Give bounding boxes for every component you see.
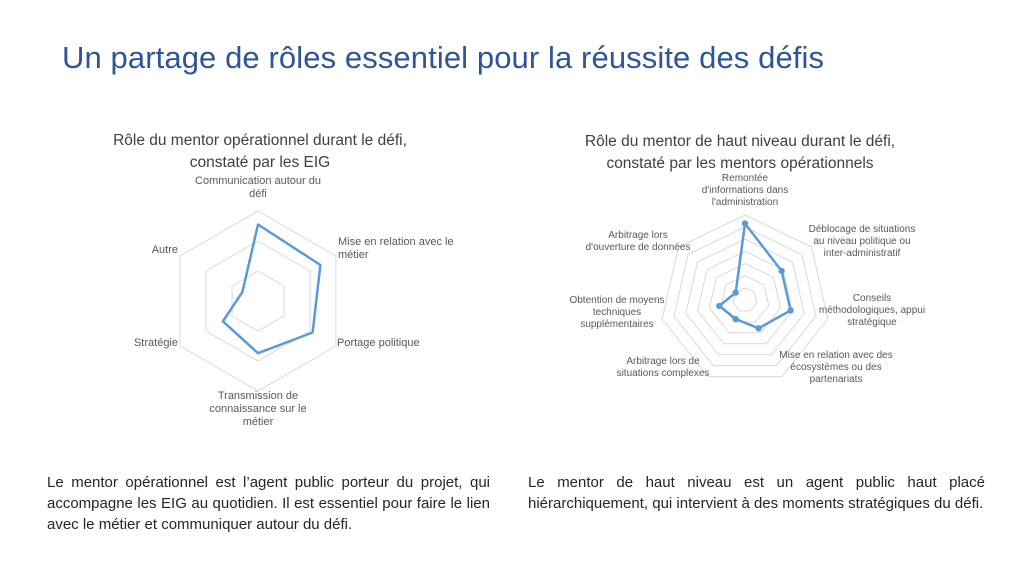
data-point	[787, 307, 793, 313]
axis-label	[819, 293, 925, 328]
data-point	[716, 303, 722, 309]
axis-label-line: stratégique	[847, 317, 897, 328]
axis-label-line: Stratégie	[133, 337, 178, 349]
axis-label-line: Mise en relation avec le	[338, 236, 454, 248]
chart-title-line: Rôle du mentor de haut niveau durant le défi,	[584, 133, 896, 150]
data-point	[733, 289, 739, 295]
axis-label-line: techniques	[592, 307, 642, 318]
axis-label	[617, 356, 710, 379]
axis-label-line: écosystèmes ou des	[790, 362, 882, 373]
axis-label-line: d'informations dans	[701, 185, 789, 196]
axis-label	[809, 224, 916, 259]
axis-label-line: méthodologiques, appui	[818, 305, 926, 316]
page-title: Un partage de rôles essentiel pour la réussite des défis	[62, 40, 825, 75]
axis-label-line: métier	[242, 416, 274, 428]
data-point	[755, 325, 761, 331]
axis-label-line: Déblocage de situations	[808, 224, 916, 235]
axis-label-line: supplémentaires	[580, 319, 654, 330]
axis-label-line: d'ouverture de données	[585, 242, 691, 253]
axis-label-line: inter-administratif	[823, 248, 901, 259]
data-point	[778, 268, 784, 274]
axis-label	[702, 173, 788, 208]
data-point	[742, 220, 748, 226]
axis-label-line: partenariats	[809, 374, 863, 385]
axis-label-line: Communication autour du	[195, 175, 321, 187]
axis-label-line: métier	[338, 249, 369, 261]
axis-label-line: Portage politique	[337, 337, 420, 349]
grid-ring	[674, 227, 816, 366]
axis-label	[779, 350, 892, 385]
axis-label-line: Conseils	[852, 293, 892, 304]
chart-title-line: constaté par les mentors opérationnels	[606, 155, 874, 172]
description-high-level-mentor: Le mentor de haut niveau est un agent public haut placé hiérarchiquement, qui intervient à des moments stratégiques du défi.	[528, 474, 985, 512]
axis-label-line: Mise en relation avec des	[779, 350, 893, 361]
axis-label-line: connaissance sur le	[209, 403, 307, 415]
chart-title-line: Rôle du mentor opérationnel durant le défi,	[113, 132, 407, 149]
axis-label-line: défi	[249, 188, 267, 200]
data-series-line	[719, 224, 790, 329]
description-operational-mentor: Le mentor opérationnel est l’agent public porteur du projet, qui accompagne les EIG au quotidien. Il est essentiel pour faire le lien avec le métier et communiquer autour du défi.	[47, 474, 490, 533]
axis-label-line: Autre	[151, 244, 178, 256]
axis-label-line: Remontée	[721, 173, 769, 184]
data-point	[733, 316, 739, 322]
axis-label-line: Obtention de moyens	[569, 295, 665, 306]
axis-label-line: Arbitrage lors de	[626, 356, 700, 367]
axis-label-line: l'administration	[711, 197, 779, 208]
axis-label-line: Transmission de	[217, 390, 299, 402]
axis-label	[569, 295, 664, 330]
axis-label	[586, 230, 691, 253]
axis-label-line: situations complexes	[616, 368, 710, 379]
chart-title-line: constaté par les EIG	[189, 154, 331, 171]
axis-label-line: au niveau politique ou	[813, 236, 911, 247]
axis-label-line: Arbitrage lors	[608, 230, 668, 241]
